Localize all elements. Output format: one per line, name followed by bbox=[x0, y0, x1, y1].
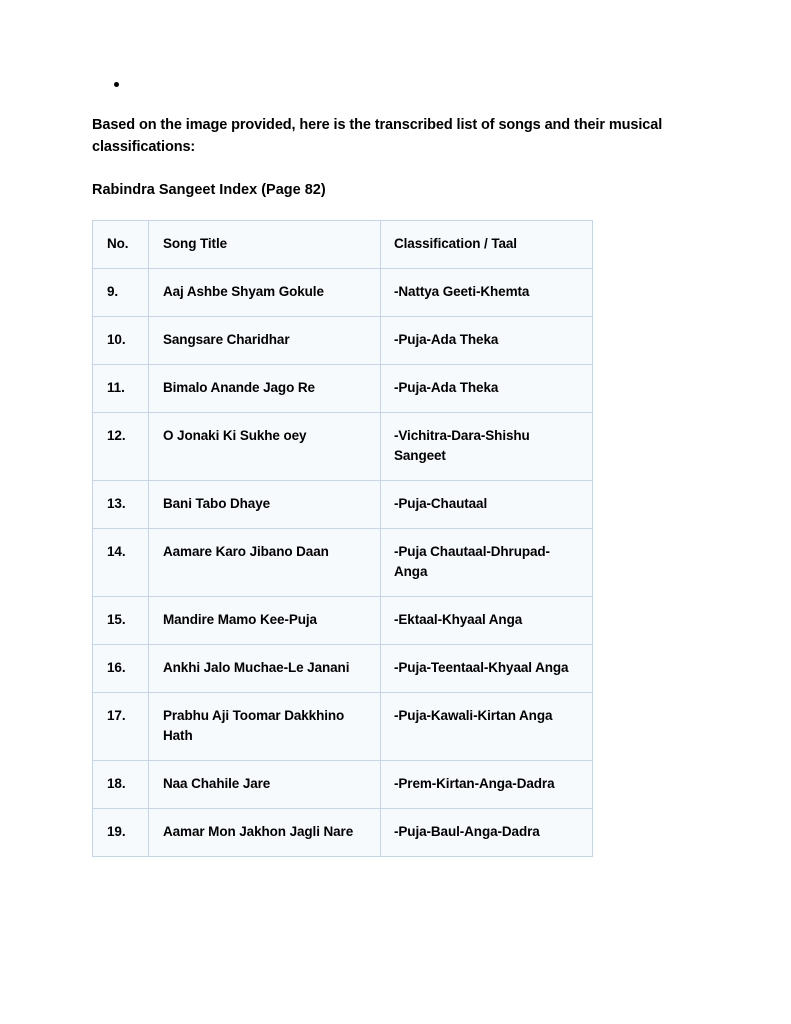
cell-no: 16. bbox=[93, 645, 149, 693]
cell-classification: -Puja-Baul-Anga-Dadra bbox=[381, 809, 593, 857]
table-row bbox=[93, 317, 593, 365]
table-row bbox=[93, 481, 593, 529]
cell-song-title: Sangsare Charidhar bbox=[149, 317, 381, 365]
column-header-classification: Classification / Taal bbox=[381, 221, 593, 269]
cell-song-title: Aamare Karo Jibano Daan bbox=[149, 529, 381, 597]
song-index-table bbox=[92, 220, 593, 857]
cell-classification: -Ektaal-Khyaal Anga bbox=[381, 597, 593, 645]
table-row bbox=[93, 693, 593, 761]
table-header-row bbox=[93, 221, 593, 269]
cell-no: 10. bbox=[93, 317, 149, 365]
cell-no: 11. bbox=[93, 365, 149, 413]
cell-no: 18. bbox=[93, 761, 149, 809]
table-row bbox=[93, 365, 593, 413]
cell-song-title: Aamar Mon Jakhon Jagli Nare bbox=[149, 809, 381, 857]
cell-classification: -Puja-Teentaal-Khyaal Anga bbox=[381, 645, 593, 693]
cell-no: 19. bbox=[93, 809, 149, 857]
table-header bbox=[93, 221, 593, 269]
section-subtitle: Rabindra Sangeet Index (Page 82) bbox=[92, 182, 326, 198]
cell-song-title: Mandire Mamo Kee-Puja bbox=[149, 597, 381, 645]
cell-classification: -Puja Chautaal-Dhrupad-Anga bbox=[381, 529, 593, 597]
cell-no: 9. bbox=[93, 269, 149, 317]
cell-classification: -Puja-Chautaal bbox=[381, 481, 593, 529]
cell-classification: -Vichitra-Dara-Shishu Sangeet bbox=[381, 413, 593, 481]
cell-classification: -Puja-Kawali-Kirtan Anga bbox=[381, 693, 593, 761]
cell-no: 12. bbox=[93, 413, 149, 481]
cell-no: 13. bbox=[93, 481, 149, 529]
table-row bbox=[93, 597, 593, 645]
cell-classification: -Nattya Geeti-Khemta bbox=[381, 269, 593, 317]
cell-no: 17. bbox=[93, 693, 149, 761]
column-header-no: No. bbox=[93, 221, 149, 269]
table-row bbox=[93, 529, 593, 597]
bullet-list-item bbox=[114, 78, 693, 92]
cell-classification: -Prem-Kirtan-Anga-Dadra bbox=[381, 761, 593, 809]
cell-classification: -Puja-Ada Theka bbox=[381, 317, 593, 365]
bullet-list bbox=[92, 78, 693, 92]
table-row bbox=[93, 761, 593, 809]
table-row bbox=[93, 645, 593, 693]
cell-song-title: Ankhi Jalo Muchae-Le Janani bbox=[149, 645, 381, 693]
cell-song-title: Naa Chahile Jare bbox=[149, 761, 381, 809]
table-row bbox=[93, 413, 593, 481]
column-header-song-title: Song Title bbox=[149, 221, 381, 269]
cell-no: 14. bbox=[93, 529, 149, 597]
cell-song-title: Prabhu Aji Toomar Dakkhino Hath bbox=[149, 693, 381, 761]
cell-song-title: Aaj Ashbe Shyam Gokule bbox=[149, 269, 381, 317]
table-row bbox=[93, 269, 593, 317]
cell-song-title: Bani Tabo Dhaye bbox=[149, 481, 381, 529]
intro-paragraph: Based on the image provided, here is the transcribed list of songs and their musical classifications: bbox=[92, 117, 663, 155]
table-body bbox=[93, 269, 593, 857]
cell-classification: -Puja-Ada Theka bbox=[381, 365, 593, 413]
table-row bbox=[93, 809, 593, 857]
cell-no: 15. bbox=[93, 597, 149, 645]
cell-song-title: O Jonaki Ki Sukhe oey bbox=[149, 413, 381, 481]
cell-song-title: Bimalo Anande Jago Re bbox=[149, 365, 381, 413]
